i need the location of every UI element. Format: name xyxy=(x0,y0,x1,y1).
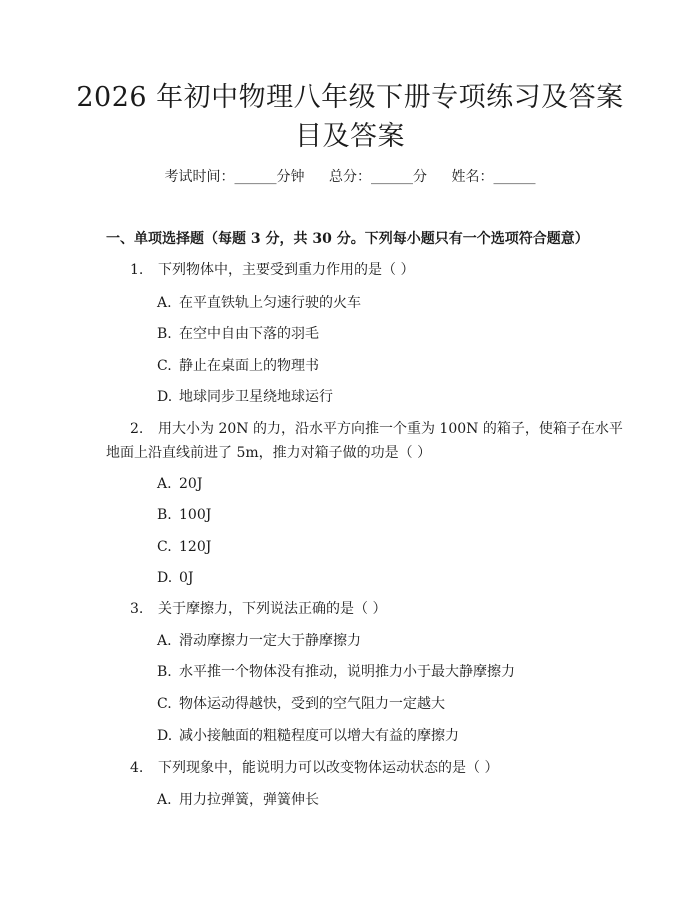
q1-option-c[interactable] xyxy=(157,355,319,377)
option-text: 滑动摩擦力一定大于静摩擦力 xyxy=(179,633,361,649)
option-text: 静止在桌面上的物理书 xyxy=(179,358,319,374)
option-text: 0J xyxy=(179,570,194,586)
option-letter: A. xyxy=(157,295,172,311)
q1-option-b[interactable] xyxy=(157,323,319,345)
exam-meta xyxy=(0,166,700,188)
question-text-line2: 地面上沿直线前进了 5m，推力对箱子做的功是（ ） xyxy=(106,445,432,461)
question-4 xyxy=(130,757,498,779)
option-letter: D. xyxy=(157,389,173,405)
q2-option-d[interactable] xyxy=(157,567,194,589)
q3-option-a[interactable] xyxy=(157,630,361,652)
option-text: 在平直铁轨上匀速行驶的火车 xyxy=(179,295,361,311)
option-letter: B. xyxy=(157,507,172,523)
q3-option-b[interactable] xyxy=(157,661,515,683)
q3-option-c[interactable] xyxy=(157,693,445,715)
option-text: 地球同步卫星绕地球运行 xyxy=(179,389,333,405)
option-letter: A. xyxy=(157,792,172,808)
option-text: 在空中自由下落的羽毛 xyxy=(179,326,319,342)
option-letter: B. xyxy=(157,664,172,680)
question-number: 4. xyxy=(130,760,144,776)
option-text: 100J xyxy=(179,507,212,523)
q3-option-d[interactable] xyxy=(157,725,459,747)
option-text: 20J xyxy=(179,476,203,492)
option-letter: A. xyxy=(157,476,172,492)
q2-option-c[interactable] xyxy=(157,536,211,558)
option-text: 水平推一个物体没有推动，说明推力小于最大静摩擦力 xyxy=(179,664,515,680)
question-text: 下列物体中，主要受到重力作用的是（ ） xyxy=(158,262,415,278)
question-1 xyxy=(130,259,414,281)
q2-option-a[interactable] xyxy=(157,473,202,495)
option-text: 用力拉弹簧，弹簧伸长 xyxy=(179,792,319,808)
option-text: 120J xyxy=(179,539,212,555)
option-letter: D. xyxy=(157,728,173,744)
name-field: 姓名：______ xyxy=(451,169,536,185)
question-2-continued xyxy=(106,442,431,464)
q1-option-a[interactable] xyxy=(157,292,361,314)
section-heading: 一、单项选择题（每题 3 分，共 30 分。下列每小题只有一个选项符合题意） xyxy=(106,231,589,247)
q1-option-d[interactable] xyxy=(157,386,333,408)
option-text: 物体运动得越快，受到的空气阻力一定越大 xyxy=(179,696,445,712)
q2-option-b[interactable] xyxy=(157,504,211,526)
option-letter: C. xyxy=(157,539,172,555)
page-title-line2: 目及答案 xyxy=(295,121,405,152)
question-2 xyxy=(130,418,623,440)
option-letter: A. xyxy=(157,633,172,649)
option-letter: D. xyxy=(157,570,173,586)
total-score-field: 总分：______分 xyxy=(329,169,427,185)
option-letter: C. xyxy=(157,696,172,712)
q4-option-a[interactable] xyxy=(157,789,319,811)
page-title-line1: 2026 年初中物理八年级下册专项练习及答案 xyxy=(76,82,624,113)
question-number: 2. xyxy=(130,421,144,437)
question-number: 3. xyxy=(130,601,144,617)
question-text: 关于摩擦力，下列说法正确的是（ ） xyxy=(158,601,387,617)
question-text-line1: 用大小为 20N 的力，沿水平方向推一个重为 100N 的箱子，使箱子在水平 xyxy=(158,421,623,437)
question-text: 下列现象中，能说明力可以改变物体运动状态的是（ ） xyxy=(158,760,499,776)
question-number: 1. xyxy=(130,262,144,278)
option-letter: C. xyxy=(157,358,172,374)
option-text: 减小接触面的粗糙程度可以增大有益的摩擦力 xyxy=(179,728,459,744)
exam-time-field: 考试时间：______分钟 xyxy=(164,169,305,185)
question-3 xyxy=(130,598,386,620)
option-letter: B. xyxy=(157,326,172,342)
